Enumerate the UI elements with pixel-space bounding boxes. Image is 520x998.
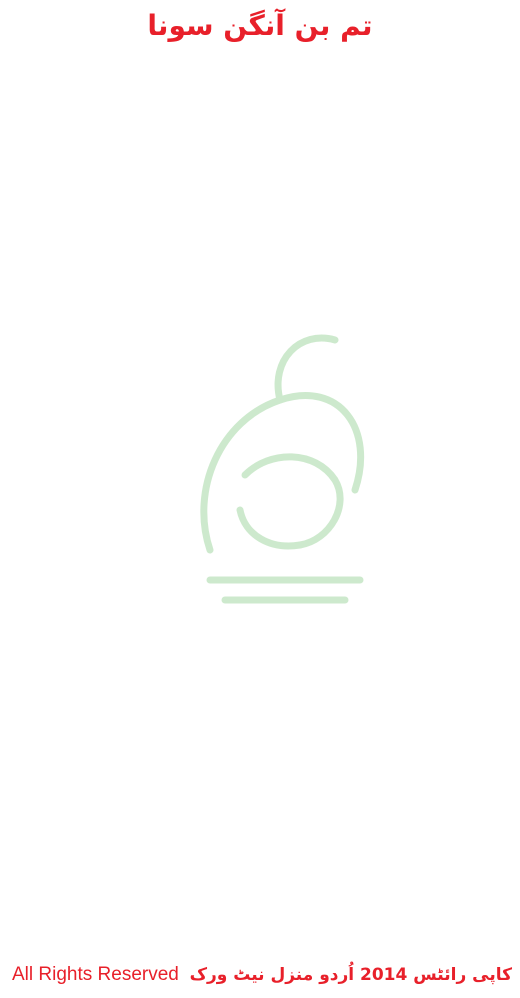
body-line <box>4 868 516 895</box>
body-line <box>4 514 516 541</box>
body-line <box>4 79 516 106</box>
body-line <box>4 705 516 732</box>
article-title: تم بن آنگن سونا <box>147 9 373 42</box>
body-line <box>4 106 516 133</box>
body-line <box>4 134 516 161</box>
body-line <box>4 813 516 840</box>
body-line <box>4 922 516 942</box>
copyright-notice: کاپی رائٹس 2014 اُردو منزل نیٹ ورک <box>189 965 512 985</box>
body-line <box>4 351 516 378</box>
body-line <box>4 759 516 786</box>
body-line <box>4 596 516 623</box>
body-line <box>4 732 516 759</box>
body-line <box>4 677 516 704</box>
body-line <box>4 161 516 188</box>
body-line <box>4 623 516 650</box>
body-line <box>4 650 516 677</box>
body-line <box>4 840 516 867</box>
body-line <box>4 786 516 813</box>
body-line <box>4 569 516 596</box>
body-line <box>4 433 516 460</box>
body-line <box>4 460 516 487</box>
body-line <box>4 297 516 324</box>
body-line <box>4 541 516 568</box>
body-line <box>4 52 516 79</box>
body-line <box>4 270 516 297</box>
body-line <box>4 324 516 351</box>
page-footer <box>0 958 520 992</box>
all-rights-reserved: All Rights Reserved <box>12 964 179 985</box>
body-line <box>4 487 516 514</box>
body-line <box>4 378 516 405</box>
body-line <box>4 405 516 432</box>
article-body <box>4 52 516 942</box>
body-line <box>4 242 516 269</box>
body-line <box>4 215 516 242</box>
body-line <box>4 895 516 922</box>
body-line <box>4 188 516 215</box>
